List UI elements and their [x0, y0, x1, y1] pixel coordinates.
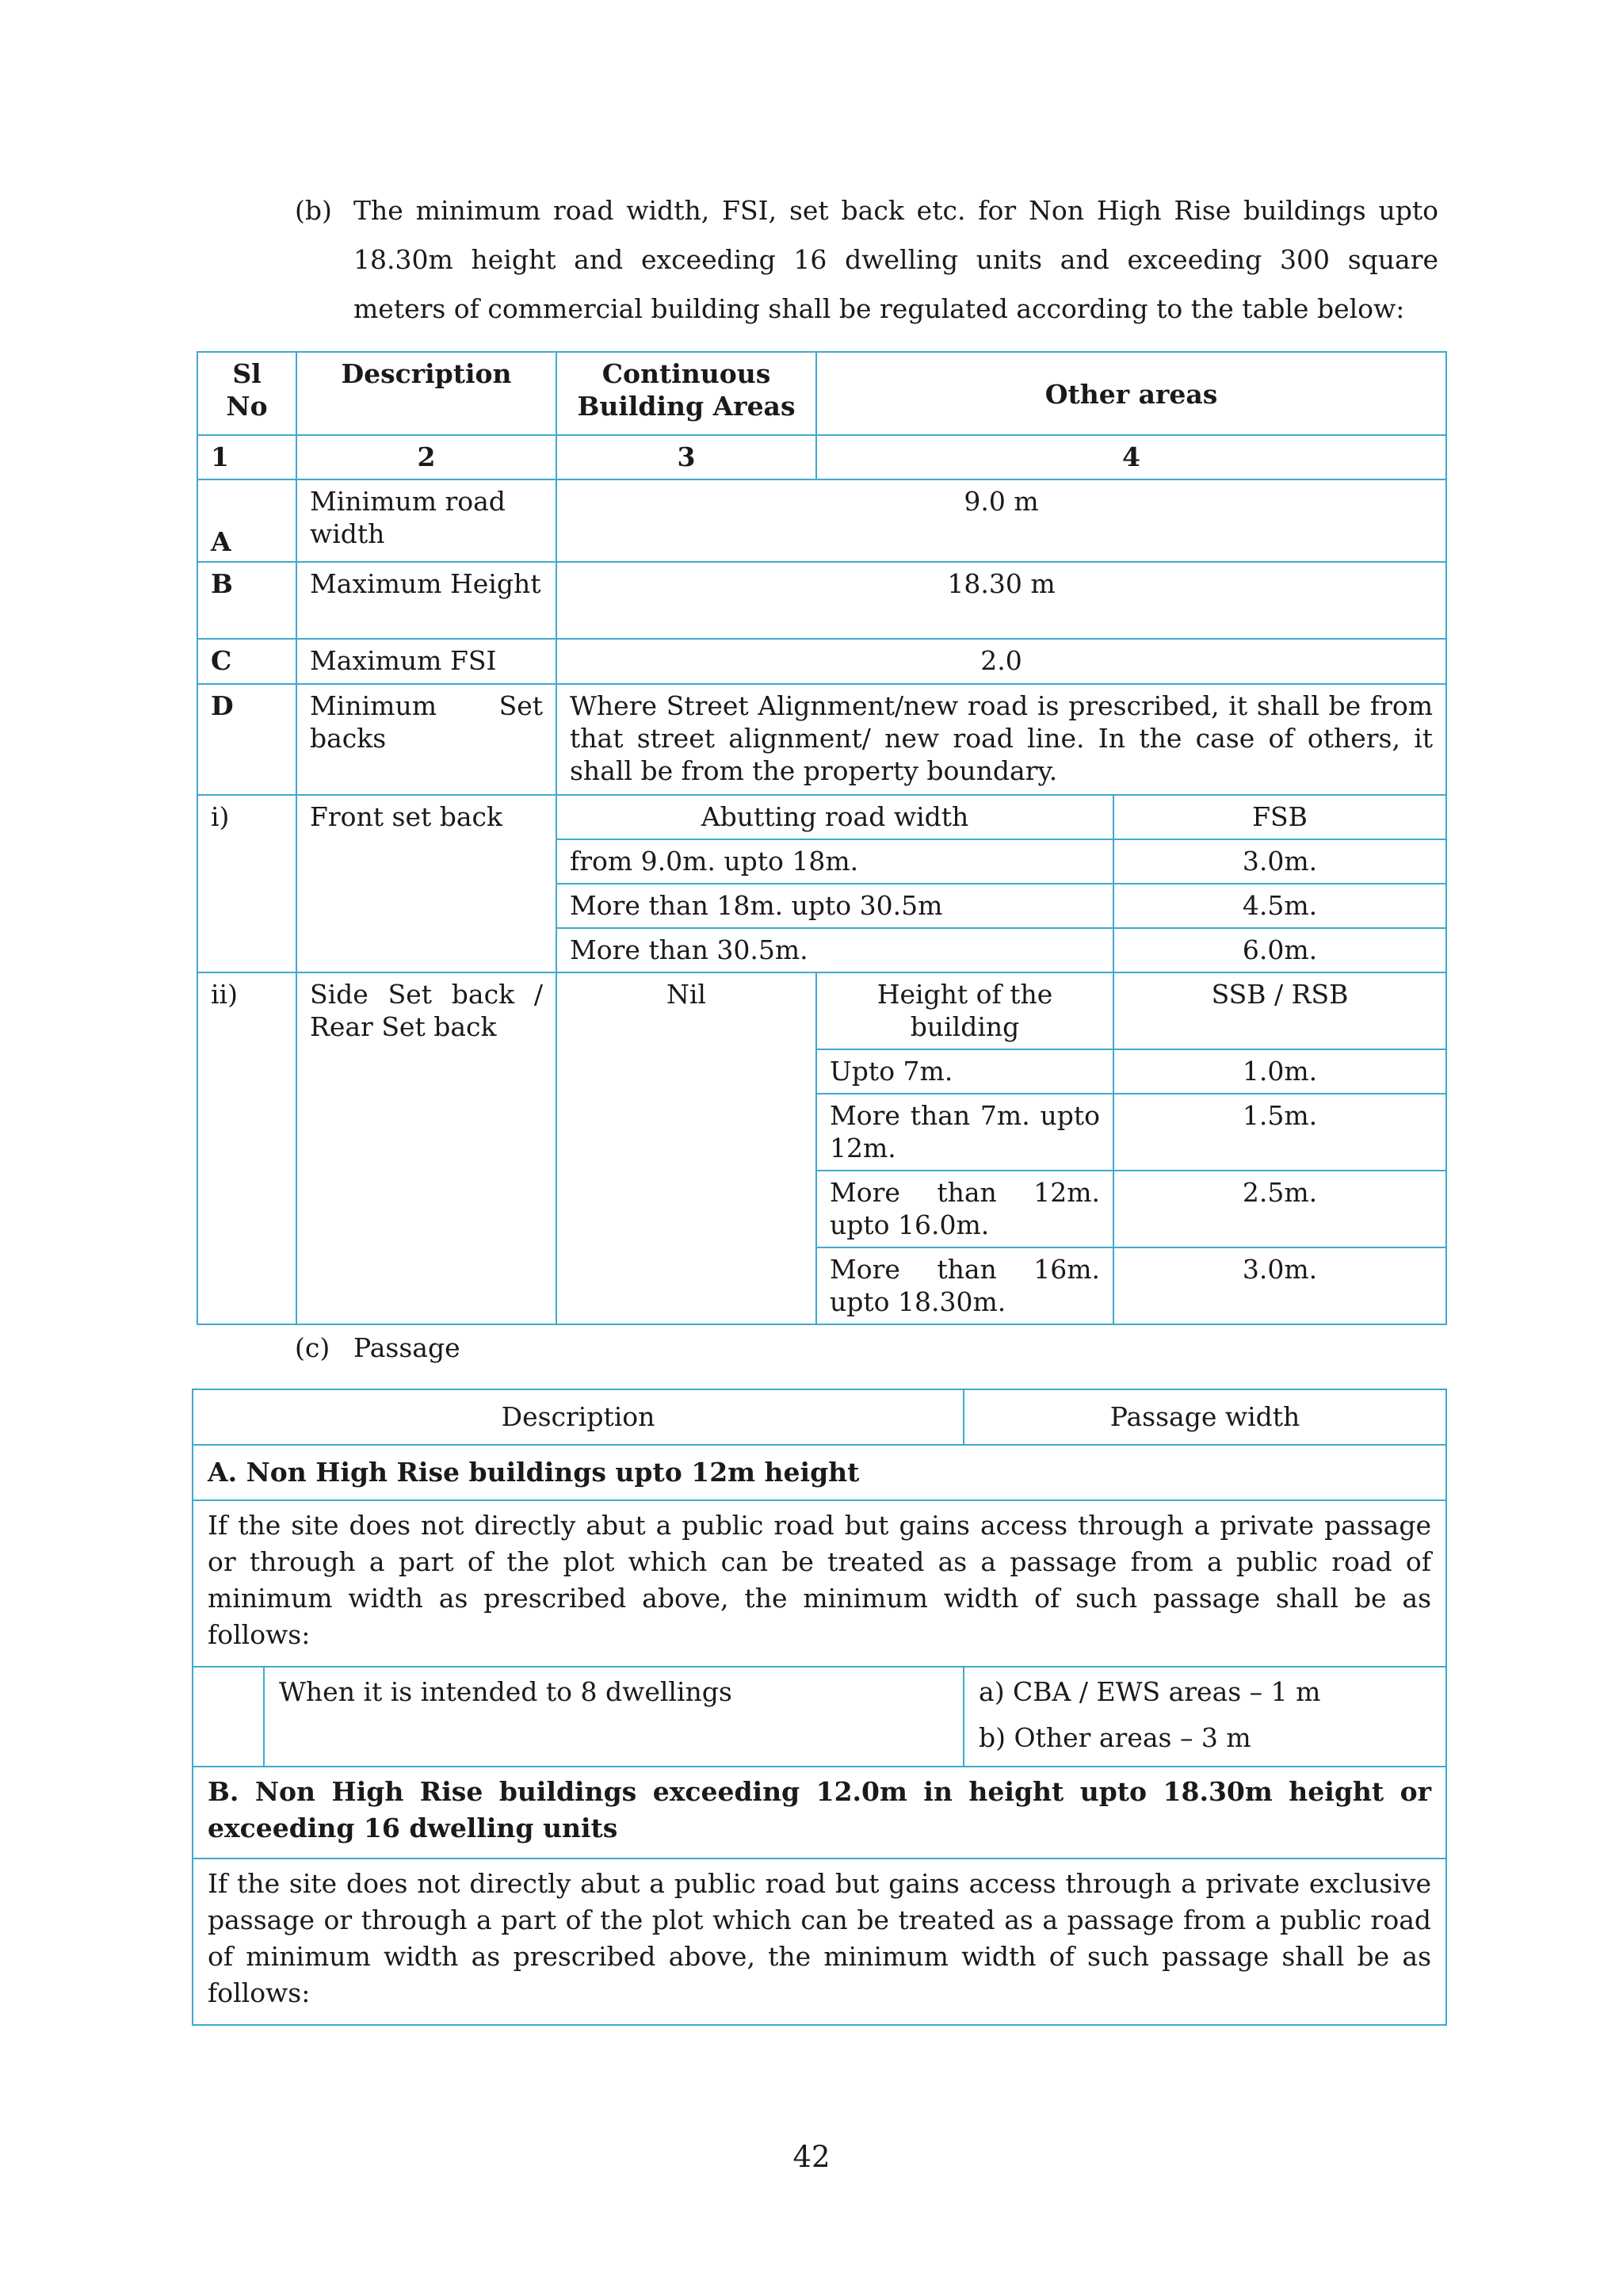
intro-line-2	[295, 244, 1438, 293]
row-sl: D	[197, 684, 296, 795]
intro-text-3: meters of commercial building shall be regulated according to the table below:	[353, 293, 1405, 324]
row-value: 9.0 m	[556, 479, 1446, 562]
section-a-text: If the site does not directly abut a public road but gains access through a private passage or through a part of the plot which can be treated as a passage from a public road of minimum width as prescribed above, the minimum width of such passage shall be as follows:	[193, 1500, 1446, 1667]
header-cba: Continuous Building Areas	[556, 352, 816, 435]
front-fsb-value: 4.5m.	[1113, 884, 1446, 928]
row-description: Maximum Height	[296, 562, 556, 639]
passage-title: Passage	[353, 1332, 460, 1363]
side-ssb-value: 1.0m.	[1113, 1049, 1446, 1094]
front-road-width: More than 30.5m.	[556, 928, 1113, 972]
passage-width-cell	[964, 1667, 1446, 1767]
front-road-width: More than 18m. upto 30.5m	[556, 884, 1113, 928]
front-head-fsb: FSB	[1113, 795, 1446, 839]
intro-text-1: The minimum road width, FSI, set back etc. for Non High Rise buildings upto	[353, 195, 1438, 226]
row-description: Minimum road width	[296, 479, 556, 562]
dwellings-row	[193, 1667, 1446, 1767]
col-number-4: 4	[816, 435, 1446, 479]
header-row	[197, 352, 1446, 435]
intro-text-2: 18.30m height and exceeding 16 dwelling units and exceeding 300 square	[353, 244, 1438, 275]
side-height: More than 16m. upto 18.30m.	[816, 1247, 1113, 1324]
intro-line-1	[295, 195, 1438, 244]
section-b-row	[193, 1767, 1446, 1859]
side-head-ssb: SSB / RSB	[1113, 972, 1446, 1049]
side-ssb-value: 1.5m.	[1113, 1094, 1446, 1171]
side-height: More than 7m. upto 12m.	[816, 1094, 1113, 1171]
width-cba: a) CBA / EWS areas – 1 m	[979, 1676, 1321, 1707]
section-a-text-row	[193, 1500, 1446, 1667]
section-a-row	[193, 1445, 1446, 1500]
row-value: Where Street Alignment/new road is prescribed, it shall be from that street alignment/ new road line. In the case of others, it shall be from the property boundary.	[556, 684, 1446, 795]
header-sl: Sl No	[197, 352, 296, 435]
col-number-2: 2	[296, 435, 556, 479]
header-description: Description	[296, 352, 556, 435]
side-height: More than 12m. upto 16.0m.	[816, 1171, 1113, 1247]
section-b-text: If the site does not directly abut a public road but gains access through a private exclusive passage or through a part of the plot which can be treated as a passage from a public road of minimum width as prescribed above, the minimum width of such passage shall be as follows:	[193, 1859, 1446, 2025]
row-sl: C	[197, 639, 296, 684]
passage-table	[192, 1389, 1447, 2026]
table-row	[197, 562, 1446, 639]
row-value: 18.30 m	[556, 562, 1446, 639]
side-cba-value: Nil	[556, 972, 816, 1324]
front-road-width: from 9.0m. upto 18m.	[556, 839, 1113, 884]
intro-label: (b)	[295, 195, 332, 226]
front-fsb-value: 6.0m.	[1113, 928, 1446, 972]
regulation-table	[197, 351, 1447, 1325]
front-head-road: Abutting road width	[556, 795, 1113, 839]
side-ssb-value: 3.0m.	[1113, 1247, 1446, 1324]
passage-label: (c)	[295, 1332, 330, 1363]
side-sl: ii)	[197, 972, 296, 1324]
section-a-title: A. Non High Rise buildings upto 12m height	[193, 1445, 1446, 1500]
side-ssb-value: 2.5m.	[1113, 1171, 1446, 1247]
empty-cell	[193, 1667, 264, 1767]
table-row	[197, 639, 1446, 684]
passage-head-description: Description	[193, 1389, 964, 1445]
col-number-3: 3	[556, 435, 816, 479]
row-sl: A	[197, 479, 296, 562]
dwellings-description: When it is intended to 8 dwellings	[264, 1667, 964, 1767]
passage-heading	[295, 1332, 460, 1363]
front-sl: i)	[197, 795, 296, 972]
front-setback-header-row	[197, 795, 1446, 839]
intro-line-3	[295, 293, 1438, 342]
row-value: 2.0	[556, 639, 1446, 684]
table-row	[197, 479, 1446, 562]
front-description: Front set back	[296, 795, 556, 972]
row-sl: B	[197, 562, 296, 639]
table-row	[197, 684, 1446, 795]
passage-header-row	[193, 1389, 1446, 1445]
col-number-1: 1	[197, 435, 296, 479]
passage-head-width: Passage width	[964, 1389, 1446, 1445]
section-b-title: B. Non High Rise buildings exceeding 12.0m in height upto 18.30m height or exceeding 16 dwelling units	[193, 1767, 1446, 1859]
side-head-height: Height of the building	[816, 972, 1113, 1049]
header-other-areas: Other areas	[816, 352, 1446, 435]
intro-paragraph	[295, 195, 1438, 342]
side-setback-header-row	[197, 972, 1446, 1049]
side-height: Upto 7m.	[816, 1049, 1113, 1094]
row-description: Minimum Set backs	[296, 684, 556, 795]
page-number: 42	[792, 2140, 831, 2174]
front-fsb-value: 3.0m.	[1113, 839, 1446, 884]
width-other: b) Other areas – 3 m	[979, 1722, 1251, 1753]
section-b-text-row	[193, 1859, 1446, 2025]
side-description: Side Set back / Rear Set back	[296, 972, 556, 1324]
column-number-row	[197, 435, 1446, 479]
row-description: Maximum FSI	[296, 639, 556, 684]
